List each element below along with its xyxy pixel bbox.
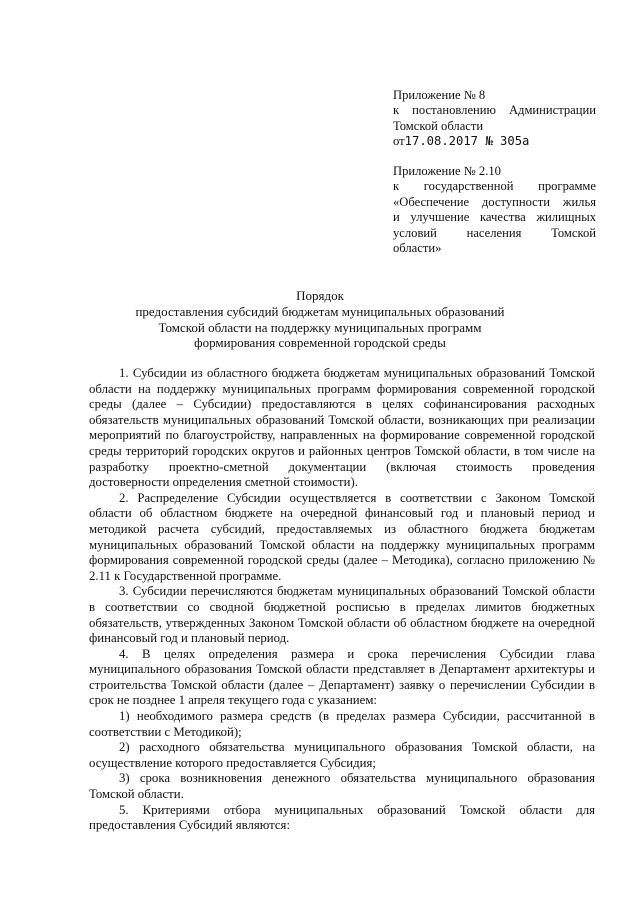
appendix-2-10-line: «Обеспечение доступности жилья	[393, 194, 596, 209]
document-title-block	[0, 288, 640, 351]
appendix-8-block	[393, 88, 596, 150]
appendix-2-10-line: области»	[393, 241, 442, 256]
document-subtitle-line: предоставления субсидий бюджетам муниципальных образований	[135, 303, 505, 319]
appendix-2-10-block	[393, 164, 596, 256]
number-sign: №	[485, 134, 493, 149]
paragraph-4: 4. В целях определения размера и срока перечисления Субсидии глава муниципального образования Томской области представляет в Департамент архитектуры и строительства Томской области (далее – Департамент) заявку о перечислении Субсидии в срок не позднее 1 апреля текущего года с указанием:	[89, 646, 595, 708]
appendix-2-10-line: условий населения Томской	[393, 225, 596, 240]
appendix-8-date-line	[393, 134, 596, 149]
paragraph-4-item-2: 2) расходного обязательства муниципального образования Томской области, на осуществление которого предоставляется Субсидия;	[89, 740, 595, 770]
decree-number: 305а	[500, 134, 530, 149]
appendix-2-10-line: и улучшение качества жилищных	[393, 210, 596, 225]
appendix-8-title: Приложение № 8	[393, 88, 486, 102]
paragraph-2: 2. Распределение Субсидии осуществляется в соответствии с Законом Томской области об областном бюджете на очередной финансовый год и плановый период и методикой расчета субсидий, предоставляемых из областного бюджета бюджетам муниципальных образований Томской области на поддержку муниципальных программ формирования современной городской среды (далее – Методика), согласно приложению № 2.11 к Государственной программе.	[89, 490, 595, 583]
paragraph-1: 1. Субсидии из областного бюджета бюджетам муниципальных образований Томской области на поддержку муниципальных программ формирования современной городской среды (далее – Субсидии) предоставляются в целях софинансирования расходных обязательств муниципальных образований Томской области, возникающих при реализации мероприятий по благоустройству, направленных на формирование современной городской среды территорий городских округов и районных центров Томской области, в том числе на разработку проектно-сметной документации (включая стоимость проведения достоверности определения сметной стоимости).	[89, 366, 595, 490]
decree-date: 17.08.2017	[404, 134, 479, 149]
appendix-2-10-title: Приложение № 2.10	[393, 164, 501, 178]
appendix-8-line: Томской области	[393, 118, 484, 133]
document-subtitle-line: Томской области на поддержку муниципальных программ	[158, 319, 482, 335]
appendix-8-line: к постановлению Администрации	[393, 103, 596, 118]
paragraph-3: 3. Субсидии перечисляются бюджетам муниципальных образований Томской области в соответствии со сводной бюджетной росписью в пределах лимитов бюджетных обязательств, утвержденных Законом Томской области об областном бюджете на очередной финансовый год и плановый период.	[89, 584, 595, 646]
paragraph-5: 5. Критериями отбора муниципальных образований Томской области для предоставления Субсидий являются:	[89, 802, 595, 833]
document-body	[89, 366, 595, 834]
date-prefix: от	[393, 134, 405, 149]
document-subtitle-line: формирования современной городской среды	[194, 335, 446, 351]
paragraph-4-item-3: 3) срока возникновения денежного обязательства муниципального образования Томской области.	[89, 771, 595, 802]
document-title: Порядок	[296, 288, 344, 303]
paragraph-4-item-1: 1) необходимого размера средств (в пределах размера Субсидии, рассчитанной в соответствии с Методикой);	[89, 709, 595, 739]
appendix-2-10-line: к государственной программе	[393, 179, 596, 194]
